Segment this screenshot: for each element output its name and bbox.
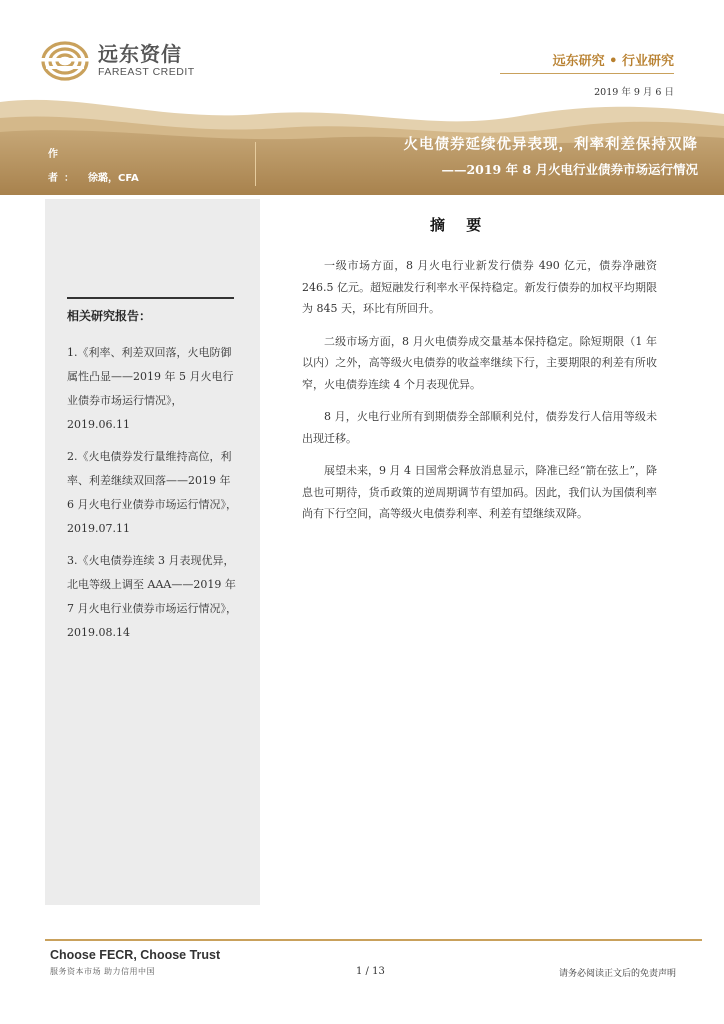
report-date: 2019 年 9 月 6 日 [594, 87, 674, 98]
author-name: 徐璐，CFA [88, 173, 139, 184]
department-label: 远东研究 • 行业研究 [552, 54, 674, 69]
abstract-body [302, 255, 657, 536]
report-title-block [404, 134, 699, 182]
abstract-paragraph: 展望未来，9 月 4 日国常会释放消息显示，降准已经“箭在弦上”，降息也可期待，货币政策的逆周期调节有望加码。因此，我们认为国债利率尚有下行空间，高等级火电债券利率、利差有望继续双降。 [302, 464, 657, 520]
footer-slogan: Choose FECR, Choose Trust [50, 948, 221, 962]
report-title: 火电债券延续优异表现，利率利差保持双降 [403, 136, 698, 153]
related-reports-list [67, 341, 237, 653]
author-label: 作 者： [48, 149, 80, 184]
company-logo [40, 40, 195, 82]
page-number: 1 / 13 [356, 966, 385, 977]
brand-name-cn: 远东资信 [98, 42, 182, 66]
related-report-item: 3.《火电债券连续 3 月表现优异，北电等级上调至 AAA——2019 年 7 月火电行业债券市场运行情况》，2019.08.14 [67, 554, 237, 639]
related-reports-sidebar [45, 199, 260, 905]
fareast-logo-icon [40, 40, 90, 82]
abstract-heading: 摘 要 [430, 216, 490, 234]
abstract-paragraph: 8 月，火电行业所有到期债券全部顺利兑付，债券发行人信用等级未出现迁移。 [302, 410, 657, 445]
brand-name-en: FAREAST CREDIT [98, 66, 195, 78]
banner-divider [255, 142, 256, 186]
abstract-paragraph: 二级市场方面，8 月火电债券成交量基本保持稳定。除短期限（1 年以内）之外，高等级火电债券的收益率继续下行，主要期限的利差有所收窄，火电债券连续 4 个月表现优异。 [302, 334, 657, 391]
sidebar-divider [67, 297, 234, 299]
related-report-item: 2.《火电债券发行量维持高位，利率、利差继续双回落——2019 年 6 月火电行业债券市场运行情况》，2019.07.11 [67, 450, 237, 535]
disclaimer-note: 请务必阅读正文后的免责声明 [558, 969, 676, 979]
related-report-item: 1.《利率、利差双回落，火电防御属性凸显——2019 年 5 月火电行业债券市场运行情况》，2019.06.11 [67, 346, 234, 431]
header-divider [500, 73, 674, 74]
related-reports-heading: 相关研究报告： [67, 309, 152, 323]
footer-tagline: 服务资本市场 助力信用中国 [50, 967, 156, 976]
report-subtitle: ——2019 年 8 月火电行业债券市场运行情况 [441, 162, 698, 177]
footer-divider [45, 939, 702, 941]
abstract-paragraph: 一级市场方面，8 月火电行业新发行债券 490 亿元，债券净融资 246.5 亿元。超短融发行利率水平保持稳定。新发行债券的加权平均期限为 845 天，环比有所回升。 [302, 259, 657, 315]
